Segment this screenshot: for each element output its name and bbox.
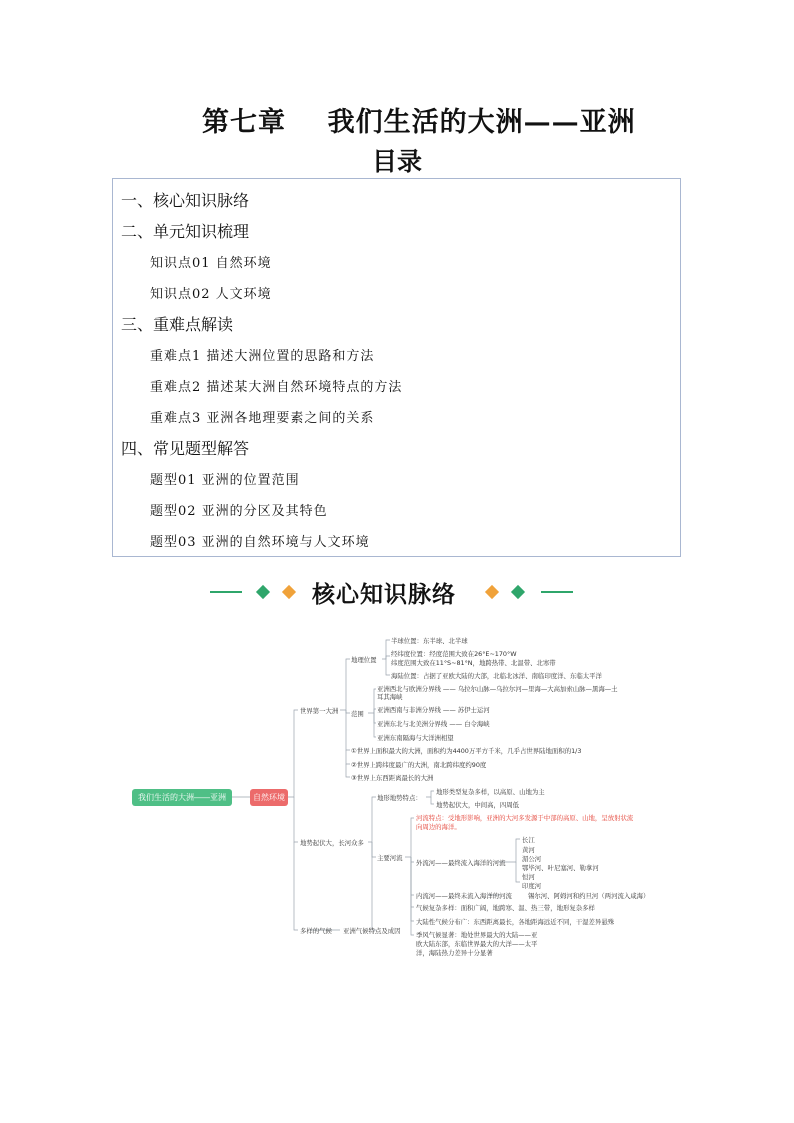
toc-item[interactable]: 题型02 亚洲的分区及其特色: [150, 504, 328, 519]
diamond-icon: [282, 585, 296, 599]
node-river-feature: 向周边的海洋。: [416, 823, 461, 831]
toc-item[interactable]: 题型01 亚洲的位置范围: [150, 473, 300, 488]
section-title: 核心知识脉络: [312, 582, 456, 608]
node-climate-item: 欧大陆东部，东临世界最大的大洋——太平: [416, 940, 538, 948]
banner-line-right: [541, 591, 573, 593]
chapter-title: 第七章 我们生活的大洲——亚洲: [202, 107, 636, 138]
section-banner: [0, 574, 794, 610]
node-loc-hemisphere: 半球位置：东半球、北半球: [391, 637, 468, 645]
node-river-feature: 河流特点：受地形影响，亚洲的大河多发源于中部的高原、山地，呈放射状流: [416, 814, 634, 822]
node-landform: 地形地势特点：: [377, 794, 422, 802]
node-climate-item: 洋，海陆热力差异十分显著: [416, 949, 493, 957]
node-range-item: 耳其海峡: [377, 693, 403, 701]
node-range-item: 亚洲西南与非洲分界线 —— 苏伊士运河: [377, 706, 490, 714]
node-rivers: 主要河流: [377, 854, 403, 862]
node-loc-lonlat: 纬度范围大致在11°S~81°N，地跨热带、北温带、北寒带: [391, 659, 556, 667]
node-climate-item: 季风气候显著：地处世界最大的大陆——亚: [416, 931, 538, 939]
node-terrain: 地势起伏大，长河众多: [300, 839, 364, 847]
node-outflow-river: 长江: [522, 836, 535, 844]
diamond-icon: [256, 585, 270, 599]
node-outflow-river: 印度河: [522, 882, 542, 890]
node-outflow: 外流河——最终流入海洋的河流: [416, 859, 506, 867]
table-of-contents: [112, 178, 681, 557]
node-range: 范围: [351, 710, 364, 718]
node-area-fact: ③世界上东西距离最长的大洲: [351, 774, 434, 782]
node-climate-item: 气候复杂多样：面积广阔，地跨寒、温、热三带，地形复杂多样: [416, 904, 595, 912]
node-location: 地理位置: [351, 656, 377, 664]
node-outflow-river: 黄河: [522, 846, 535, 854]
toc-item[interactable]: 四、常见题型解答: [121, 439, 250, 458]
toc-item[interactable]: 知识点01 自然环境: [150, 256, 272, 271]
node-area-fact: ②世界上跨纬度最广的大洲，南北跨纬度约90度: [351, 761, 487, 769]
toc-item[interactable]: 知识点02 人文环境: [150, 287, 272, 302]
banner-line-left: [210, 591, 242, 593]
node-outflow-river: 鄂毕河、叶尼塞河、勒拿河: [522, 864, 599, 872]
node-range-item: 亚洲东北与北美洲分界线 —— 白令海峡: [377, 720, 490, 728]
diamond-icon: [485, 585, 499, 599]
node-landform-item: 地形类型复杂多样，以高原、山地为主: [436, 788, 545, 796]
node-loc-sea: 海陆位置：占据了亚欧大陆的大部，北临北冰洋、南临印度洋、东临太平洋: [391, 672, 602, 680]
node-climate-item: 大陆性气候分布广：东西距离最长，各地距海远近不同，干湿差异悬殊: [416, 918, 615, 926]
node-outflow-river: 恒河: [522, 873, 535, 881]
toc-item[interactable]: 二、单元知识梳理: [121, 222, 250, 241]
toc-item[interactable]: 重难点1 描述大洲位置的思路和方法: [150, 349, 375, 364]
node-range-item: 亚洲东南隔海与大洋洲相望: [377, 734, 454, 742]
node-range-item: 亚洲西北与欧洲分界线 —— 乌拉尔山脉—乌拉尔河—里海—大高加索山脉—黑海—土: [377, 685, 618, 693]
node-outflow-river: 湄公河: [522, 855, 542, 863]
toc-item[interactable]: 三、重难点解读: [121, 315, 234, 334]
node-world-first: 世界第一大洲: [300, 707, 339, 715]
diamond-icon: [511, 585, 525, 599]
toc-item[interactable]: 题型03 亚洲的自然环境与人文环境: [150, 535, 370, 550]
node-inflow-rivers: 锡尔河、阿姆河和约旦河（两河流入咸海）: [528, 892, 650, 900]
node-inflow: 内流河——最终未流入海洋的河流: [416, 892, 512, 900]
toc-item[interactable]: 重难点3 亚洲各地理要素之间的关系: [150, 411, 375, 426]
mindmap: [0, 620, 794, 980]
mindmap-branch-node: 自然环境: [250, 789, 288, 806]
node-landform-item: 地势起伏大，中间高，四周低: [436, 801, 520, 809]
node-climate-feature: 亚洲气候特点及成因: [343, 927, 401, 935]
toc-item[interactable]: 重难点2 描述某大洲自然环境特点的方法: [150, 380, 403, 395]
toc-item[interactable]: 一、核心知识脉络: [121, 191, 250, 210]
toc-heading: 目录: [372, 147, 423, 176]
node-climate: 多样的气候: [300, 927, 332, 935]
node-loc-lonlat: 经纬度位置：经度范围大致在26°E~170°W: [391, 650, 517, 658]
mindmap-root-node: 我们生活的大洲——亚洲: [132, 789, 232, 806]
node-area-fact: ①世界上面积最大的大洲，面积约为4400万平方千米，几乎占世界陆地面积的1/3: [351, 747, 582, 755]
